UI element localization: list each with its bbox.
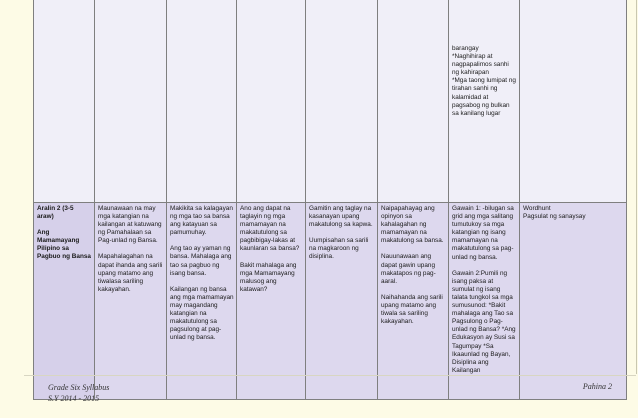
table-cell xyxy=(237,203,306,400)
table-cell xyxy=(306,203,378,400)
lesson-title: Aralin 2 (3-5 araw) xyxy=(37,205,74,221)
cell-text: Uumpisahan sa sarili na magkaroon ng disiplina. xyxy=(309,237,369,261)
table-row xyxy=(34,203,627,400)
cell-text: Gawain 2:Pumili ng isang paksa at sumulat ng isang talata tungkol sa mga sumusunod: *Bakit mahalaga ang Tao sa Pagsulong o Pag-unlad ng Bansa? *Ang Edukasyon ay Susi sa Tagumpay *Sa Ikaaunlad ng Bayan, Disiplina ang Kailangan xyxy=(452,269,516,374)
table-cell xyxy=(95,203,167,400)
table-cell xyxy=(449,0,520,203)
table-cell xyxy=(520,203,627,400)
footer-page-number: Pahina 2 xyxy=(582,382,612,391)
table-cell xyxy=(34,203,95,400)
cell-text: Ano ang dapat na taglayin ng mga mamamayan na makatutulong sa pagbibigay-lakas at kaunlaran sa bansa? xyxy=(240,205,300,253)
table-cell xyxy=(306,0,378,203)
syllabus-table xyxy=(33,0,627,400)
footer-course-info xyxy=(48,382,109,404)
cell-text: Naipapahayag ang opinyon sa kahalagahan ng mamamayan na makatulong sa bansa. xyxy=(381,205,444,245)
table-cell xyxy=(34,0,95,203)
cell-text: barangay xyxy=(452,45,479,52)
table-cell xyxy=(520,0,627,203)
table-cell xyxy=(95,0,167,203)
footer-course: Grade Six Syllabus xyxy=(48,383,110,392)
table-cell xyxy=(378,0,449,203)
cell-text: Nauunawaan ang dapat gawin upang makatapos ng pag-aaral. xyxy=(381,253,436,285)
cell-text: Bakit mahalaga ang mga Mamamayang malusog ang katawan? xyxy=(240,261,297,293)
cell-text: Naihahanda ang sarili upang matamo ang tiwala sa sariling kakayahan. xyxy=(381,293,443,326)
table-cell xyxy=(167,0,237,203)
footer-divider xyxy=(24,375,636,376)
table-cell xyxy=(449,203,520,400)
cell-text: *Naghihirap at nagpapalimos sanhi ng kahirapan xyxy=(452,53,509,77)
cell-text: Ang tao ay yaman ng bansa. Mahalaga ang tao sa pagbuo ng isang bansa. xyxy=(170,245,232,277)
cell-text: Wordhunt xyxy=(523,205,551,212)
footer-year: S.Y 2014 - 2015 xyxy=(48,394,100,403)
table-row xyxy=(34,0,627,203)
table-cell xyxy=(167,203,237,400)
table-cell xyxy=(237,0,306,203)
table-cell xyxy=(378,203,449,400)
cell-text: Kailangan ng bansa ang mga mamamayan may magandang katangian na makatutulong sa pagsulong at pag-unlad ng bansa. xyxy=(170,285,234,342)
cell-text: *Mga taong lumipat ng tirahan sanhi ng kalamidad at pagsabog ng bulkan sa kanilang lugar xyxy=(452,77,516,117)
cell-text: Pagsulat ng sanaysay xyxy=(523,213,586,221)
cell-text: Mapahalagahan na dapat ihanda ang sarili upang matamo ang tiwalasa sariling kakayahan. xyxy=(98,253,163,293)
cell-text: Makikita sa kalagayan ng mga tao sa bansa ang katayuan sa pamumuhay. xyxy=(170,205,233,237)
cell-text: Gamitin ang taglay na kasanayan upang makatulong sa kapwa. xyxy=(309,205,373,229)
cell-text: Maunawaan na may mga katangian na kailangan at katuwang ng Pamahalaan sa Pag-unlad ng Bansa. xyxy=(98,205,162,245)
lesson-subtitle: Ang Mamamayang Pilipino sa Pagbuo ng Bansa xyxy=(37,229,91,261)
cell-text: Gawain 1: -bilugan sa grid ang mga salitang tumutukoy sa mga katangian ng isang mamamayan na makatutulong sa pag-unlad ng bansa. xyxy=(452,205,514,261)
